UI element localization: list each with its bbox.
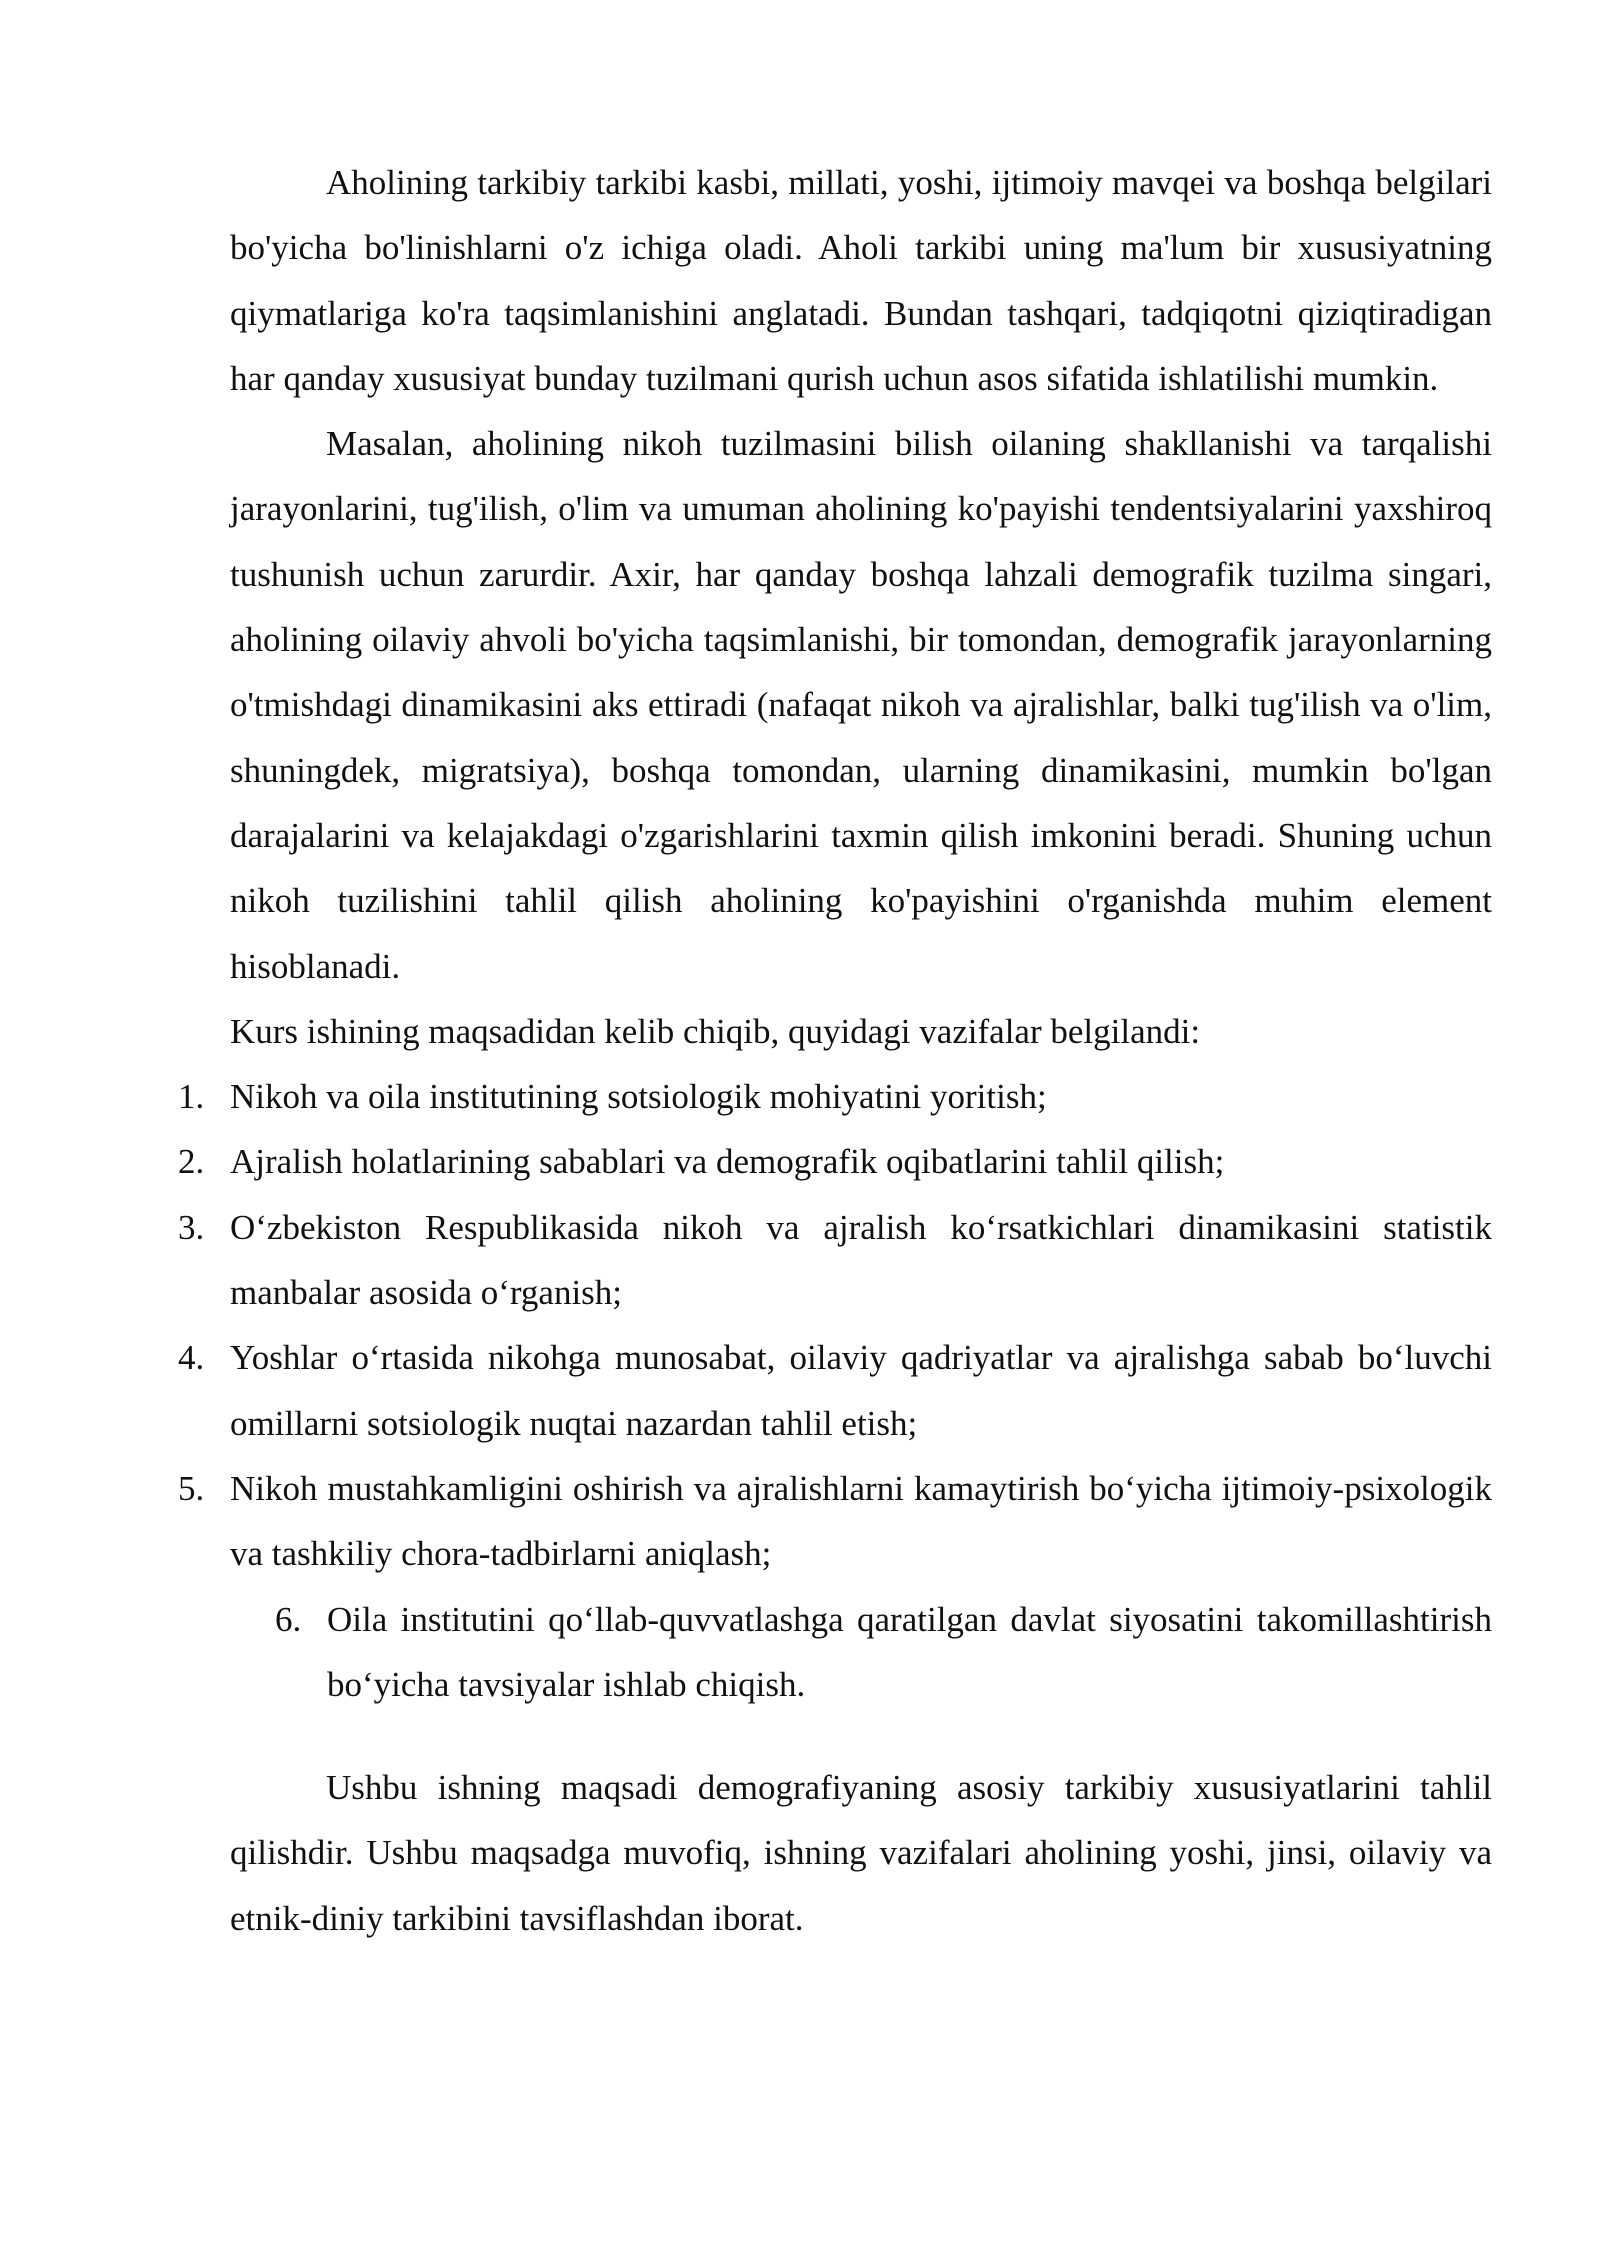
paragraph-marital-structure: Masalan, aholining nikoh tuzilmasini bilish oilaning shakllanishi va tarqalishi jarayonlarini, tug'ilish, o'lim va umuman aholining ko'payishi tendentsiyalarini yaxshiroq tushunish uchun zarurdir. Axir, har qanday boshqa lahzali demografik tuzilma singari, aholining oilaviy ahvoli bo'yicha taqsimlanishi, bir tomondan, demografik jarayonlarning o'tmishdagi dinamikasini aks ettiradi (nafaqat nikoh va ajralishlar, balki tug'ilish va o'lim, shuningdek, migratsiya), boshqa tomondan, ularning dinamikasini, mumkin bo'lgan darajalarini va kelajakdagi o'zgarishlarini taxmin qilish imkonini beradi. Shuning uchun nikoh tuzilishini tahlil qilish aholining ko'payishini o'rganishda muhim element hisoblanadi. [230, 424, 1492, 986]
task-item-3 [178, 1195, 1492, 1326]
paragraph-work-goal: Ushbu ishning maqsadi demografiyaning asosiy tarkibiy xususiyatlarini tahlil qilishdir. Ushbu maqsadga muvofiq, ishning vazifalari aholining yoshi, jinsi, oilaviy va etnik-diniy tarkibini tavsiflashdan iborat. [230, 1768, 1492, 1938]
task-text: O‘zbekiston Respublikasida nikoh va ajralish ko‘rsatkichlari dinamikasini statistik manbalar asosida o‘rganish; [230, 1207, 1492, 1313]
task-number: 1. [178, 1077, 205, 1117]
task-item-1 [178, 1064, 1492, 1129]
document-page [178, 150, 1492, 1951]
task-text: Ajralish holatlarining sabablari va demografik oqibatlarini tahlil qilish; [230, 1142, 1225, 1182]
task-list [178, 1064, 1492, 1717]
paragraph-spacer [230, 1717, 1492, 1755]
task-item-4 [178, 1325, 1492, 1456]
task-text: Oila institutini qo‘llab-quvvatlashga qaratilgan davlat siyosatini takomillashtirish bo‘yicha tavsiyalar ishlab chiqish. [327, 1599, 1492, 1704]
task-number: 3. [178, 1207, 205, 1247]
task-text: Nikoh va oila institutining sotsiologik mohiyatini yoritish; [230, 1077, 1047, 1117]
task-number: 2. [178, 1142, 205, 1182]
task-number: 5. [178, 1468, 205, 1508]
tasks-intro: Kurs ishining maqsadidan kelib chiqib, quyidagi vazifalar belgilandi: [230, 1011, 1201, 1051]
paragraph-population-structure: Aholining tarkibiy tarkibi kasbi, millati, yoshi, ijtimoiy mavqei va boshqa belgilari bo'yicha bo'linishlarni o'z ichiga oladi. Aholi tarkibi uning ma'lum bir xususiyatning qiymatlariga ko'ra taqsimlanishini anglatadi. Bundan tashqari, tadqiqotni qiziqtiradigan har qanday xususiyat bunday tuzilmani qurish uchun asos sifatida ishlatilishi mumkin. [230, 163, 1492, 398]
task-item-2 [178, 1129, 1492, 1194]
task-item-5 [178, 1456, 1492, 1587]
task-item-6 [275, 1587, 1492, 1718]
task-text: Yoshlar o‘rtasida nikohga munosabat, oilaviy qadriyatlar va ajralishga sabab bo‘luvchi omillarni sotsiologik nuqtai nazardan tahlil etish; [230, 1338, 1492, 1443]
task-number: 4. [178, 1338, 205, 1378]
task-text: Nikoh mustahkamligini oshirish va ajralishlarni kamaytirish bo‘yicha ijtimoiy-psixologik va tashkiliy chora-tadbirlarni aniqlash; [230, 1468, 1492, 1574]
task-number: 6. [275, 1599, 302, 1639]
